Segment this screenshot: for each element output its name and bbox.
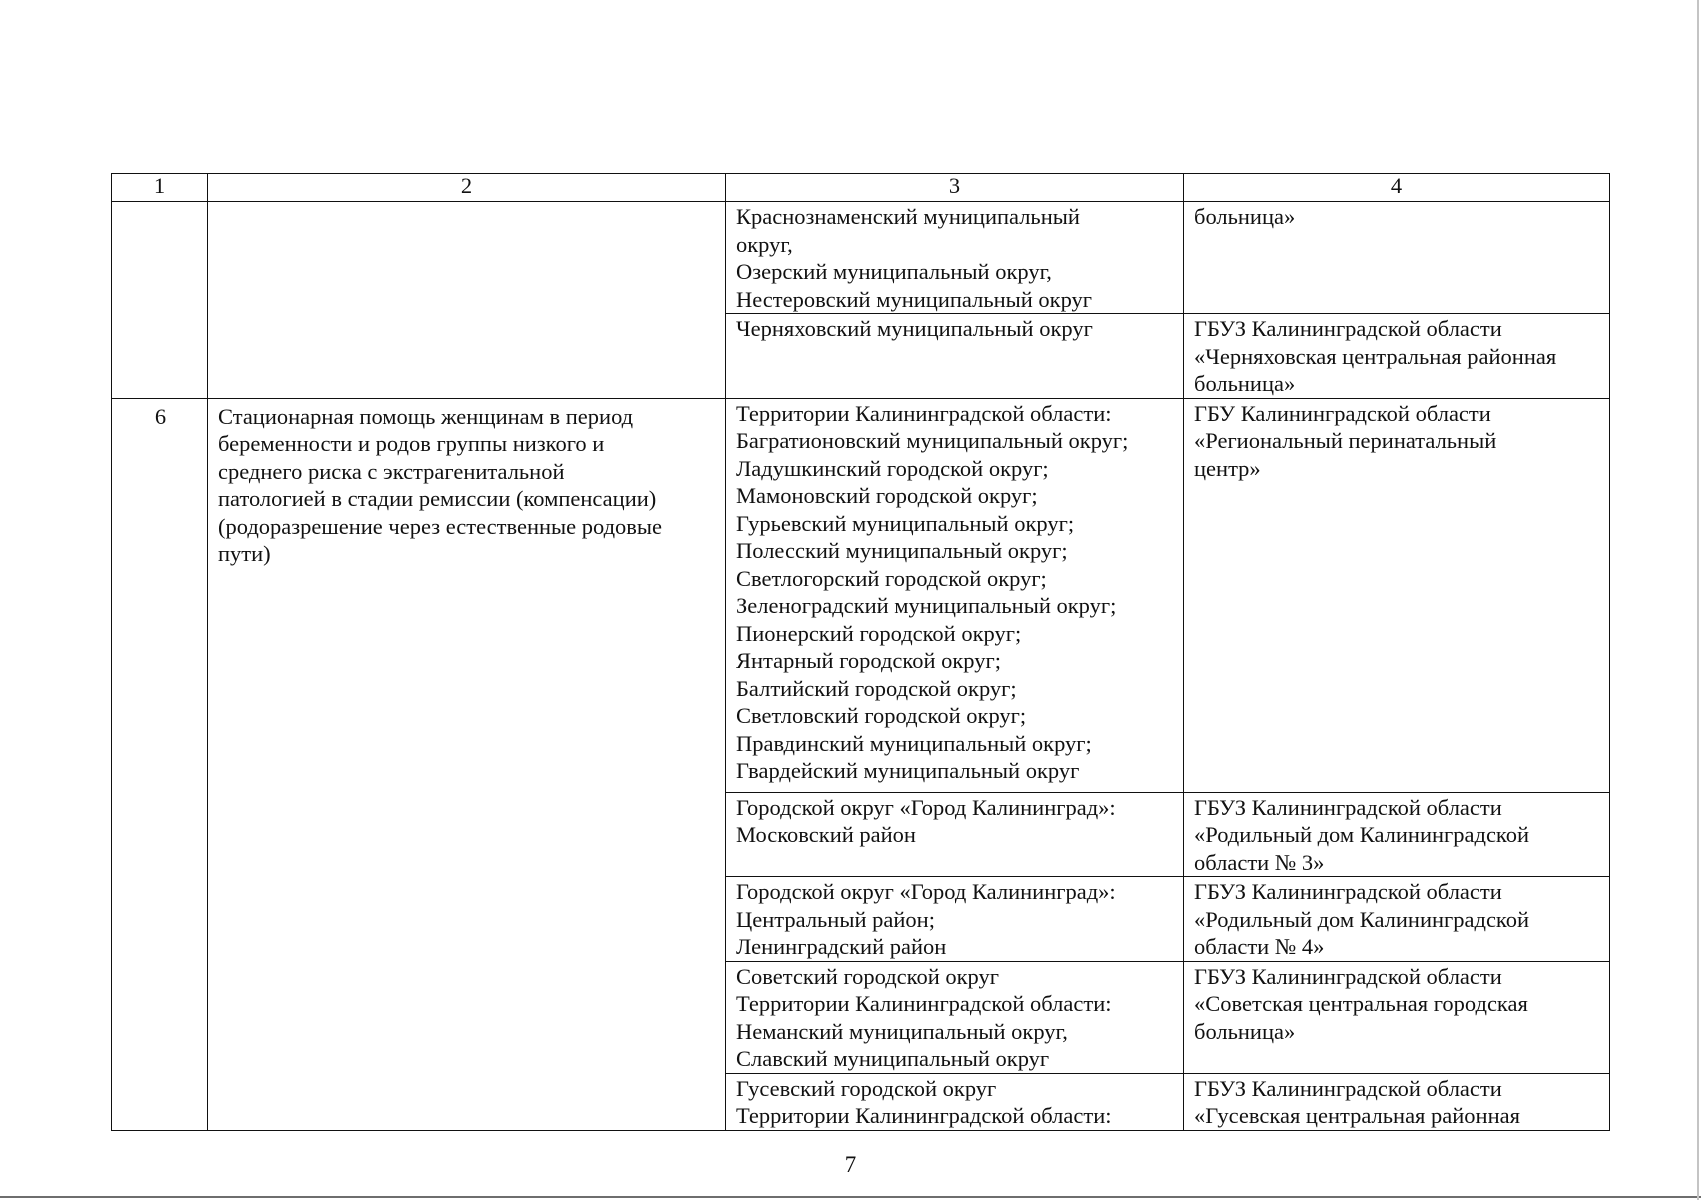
institution-cell [1184,1073,1610,1130]
institution-cell [1184,877,1610,962]
service-line: (родоразрешение через естественные родовые [218,513,663,539]
service-line: патологией в стадии ремиссии (компенсации) [218,486,657,511]
institution-line: ГБУЗ Калининградской области [1194,963,1502,989]
territory-line: Зеленоградский муниципальный округ; [736,593,1117,618]
territory-line: Территории Калининградской области: [736,1103,1112,1128]
column-number-4: 4 [1184,174,1610,202]
institution-line: ГБУ Калининградской области [1194,400,1491,426]
institution-line: «Гусевская центральная районная [1194,1103,1520,1128]
column-number-2: 2 [208,174,726,202]
territory-line: Янтарный городской округ; [736,648,1001,673]
territory-line: Мамоновский городской округ; [736,483,1038,508]
institution-line: «Черняховская центральная районная [1194,343,1557,369]
service-line: беременности и родов группы низкого и [218,431,605,456]
territories-cell [726,398,1184,792]
territories-cell [726,314,1184,399]
service-description-cell [208,398,726,1130]
territories-cell [726,1073,1184,1130]
territory-line: Краснознаменский муниципальный [736,204,1080,229]
territory-line: Озерский муниципальный округ, [736,259,1052,284]
territory-line: Гурьевский муниципальный округ; [736,510,1075,536]
territory-line: округ, [736,231,793,257]
institution-line: больница» [1194,204,1296,229]
institution-line: «Родильный дом Калининградской [1194,906,1530,932]
territory-line: Правдинский муниципальный округ; [736,730,1092,756]
territory-line: Ладушкинский городской округ; [736,455,1049,481]
service-line: Стационарная помощь женщинам в период [218,403,634,429]
territory-line: Балтийский городской округ; [736,675,1017,701]
table-row [112,202,1610,314]
territories-cell [726,202,1184,314]
scan-edge-right [1697,0,1699,1200]
service-line: пути) [218,541,271,566]
territory-line: Центральный район; [736,906,935,932]
territory-line: Черняховский муниципальный округ [736,316,1093,341]
territory-line: Нестеровский муниципальный округ [736,286,1093,312]
territory-line: Светловский городской округ; [736,703,1027,728]
continued-service-cell [208,202,726,399]
territory-line: Ленинградский район [736,934,947,959]
territory-line: Багратионовский муниципальный округ; [736,428,1129,453]
territories-cell [726,961,1184,1073]
column-number-3: 3 [726,174,1184,202]
table-row [112,398,1610,792]
medical-routing-table [111,173,1610,1131]
institution-line: больница» [1194,371,1296,396]
territory-line: Светлогорский городской округ; [736,565,1047,591]
column-number-1: 1 [112,174,208,202]
territory-line: Неманский муниципальный округ, [736,1018,1068,1044]
territories-cell [726,792,1184,877]
institution-cell [1184,398,1610,792]
territory-line: Советский городской округ [736,963,999,989]
column-number-row [112,174,1610,202]
institution-line: ГБУЗ Калининградской области [1194,1075,1502,1101]
institution-cell [1184,202,1610,314]
service-line: среднего риска с экстрагенитальной [218,458,565,484]
territory-line: Гвардейский муниципальный округ [736,758,1080,783]
institution-line: «Родильный дом Калининградской [1194,822,1530,847]
territory-line: Славский муниципальный округ [736,1046,1050,1071]
institution-cell [1184,792,1610,877]
continued-number-cell [112,202,208,399]
institution-line: области № 4» [1194,934,1325,959]
territory-line: Московский район [736,822,916,847]
territory-line: Территории Калининградской области: [736,991,1112,1016]
row-number-6: 6 [112,398,208,1130]
institution-cell [1184,961,1610,1073]
institution-line: центр» [1194,455,1261,481]
territory-line: Городской округ «Город Калининград»: [736,794,1116,820]
territory-line: Городской округ «Город Калининград»: [736,879,1116,904]
territories-cell [726,877,1184,962]
institution-line: больница» [1194,1018,1296,1044]
institution-line: «Региональный перинатальный [1194,428,1497,453]
territory-line: Пионерский городской округ; [736,620,1022,646]
institution-line: области № 3» [1194,849,1325,875]
institution-line: ГБУЗ Калининградской области [1194,316,1502,341]
page-number: 7 [844,1152,857,1177]
territory-line: Территории Калининградской области: [736,400,1112,426]
institution-line: «Советская центральная городская [1194,991,1528,1016]
scan-edge-bottom [0,1196,1701,1198]
institution-line: ГБУЗ Калининградской области [1194,879,1502,904]
territory-line: Гусевский городской округ [736,1075,997,1101]
territory-line: Полесский муниципальный округ; [736,538,1068,563]
institution-line: ГБУЗ Калининградской области [1194,794,1502,820]
institution-cell [1184,314,1610,399]
